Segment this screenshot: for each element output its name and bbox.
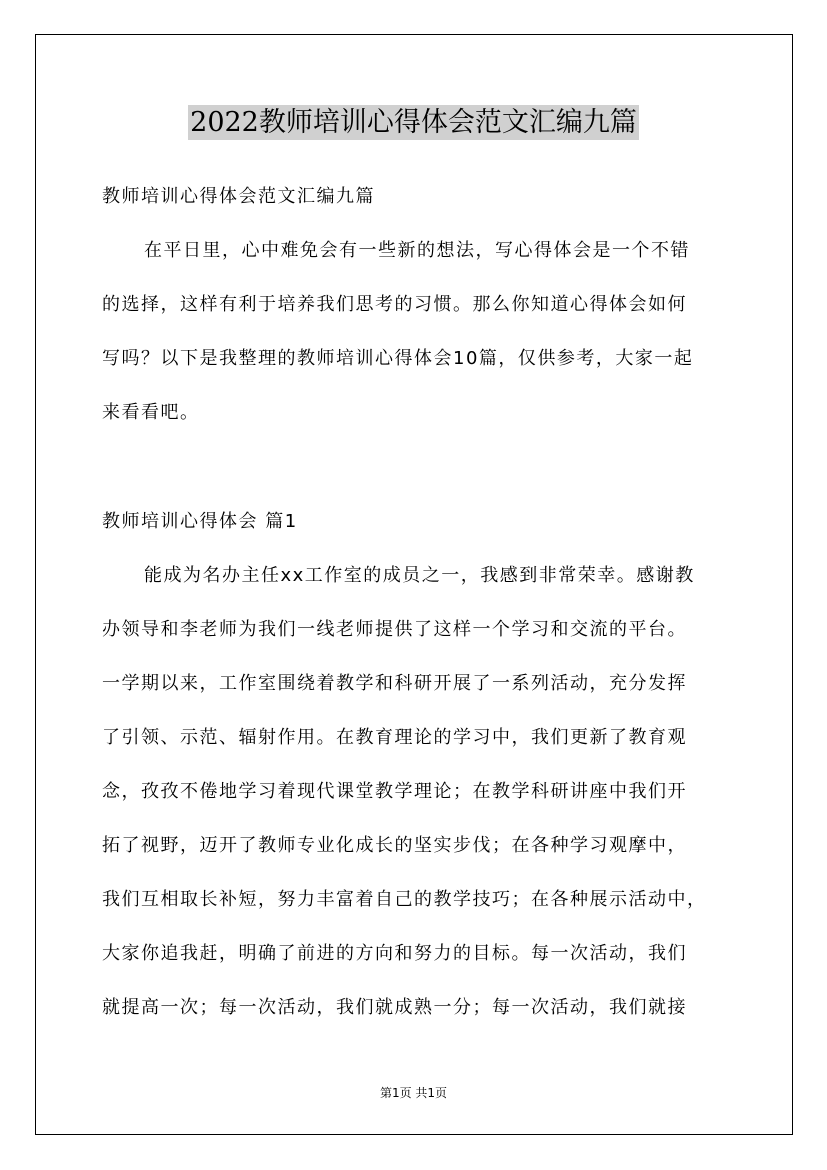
subtitle: 教师培训心得体会范文汇编九篇 bbox=[102, 186, 375, 207]
body-line-4: 了引领、示范、辐射作用。在教育理论的学习中，我们更新了教育观 bbox=[102, 727, 687, 748]
intro-line-2: 的选择，这样有利于培养我们思考的习惯。那么你知道心得体会如何 bbox=[102, 294, 687, 315]
body-line-3: 一学期以来，工作室围绕着教学和科研开展了一系列活动，充分发挥 bbox=[102, 673, 687, 694]
section-heading: 教师培训心得体会 篇1 bbox=[102, 511, 298, 532]
body-line-2: 办领导和李老师为我们一线老师提供了这样一个学习和交流的平台。 bbox=[102, 619, 687, 640]
body-line-1: 能成为名办主任xx工作室的成员之一，我感到非常荣幸。感谢教 bbox=[144, 565, 695, 586]
body-line-7: 我们互相取长补短，努力丰富着自己的教学技巧；在各种展示活动中， bbox=[102, 889, 707, 910]
intro-line-4: 来看看吧。 bbox=[102, 402, 200, 423]
body-line-8: 大家你追我赶，明确了前进的方向和努力的目标。每一次活动，我们 bbox=[102, 943, 687, 964]
intro-line-3: 写吗？以下是我整理的教师培训心得体会10篇，仅供参考，大家一起 bbox=[102, 348, 694, 369]
page-footer: 第1页 共1页 bbox=[379, 1086, 448, 1100]
body-line-6: 拓了视野，迈开了教师专业化成长的坚实步伐；在各种学习观摩中， bbox=[102, 835, 687, 856]
body-line-9: 就提高一次；每一次活动，我们就成熟一分；每一次活动，我们就接 bbox=[102, 997, 687, 1018]
intro-line-1: 在平日里，心中难免会有一些新的想法，写心得体会是一个不错 bbox=[144, 240, 690, 261]
body-line-5: 念，孜孜不倦地学习着现代课堂教学理论；在教学科研讲座中我们开 bbox=[102, 781, 687, 802]
document-title: 2022教师培训心得体会范文汇编九篇 bbox=[190, 107, 637, 138]
